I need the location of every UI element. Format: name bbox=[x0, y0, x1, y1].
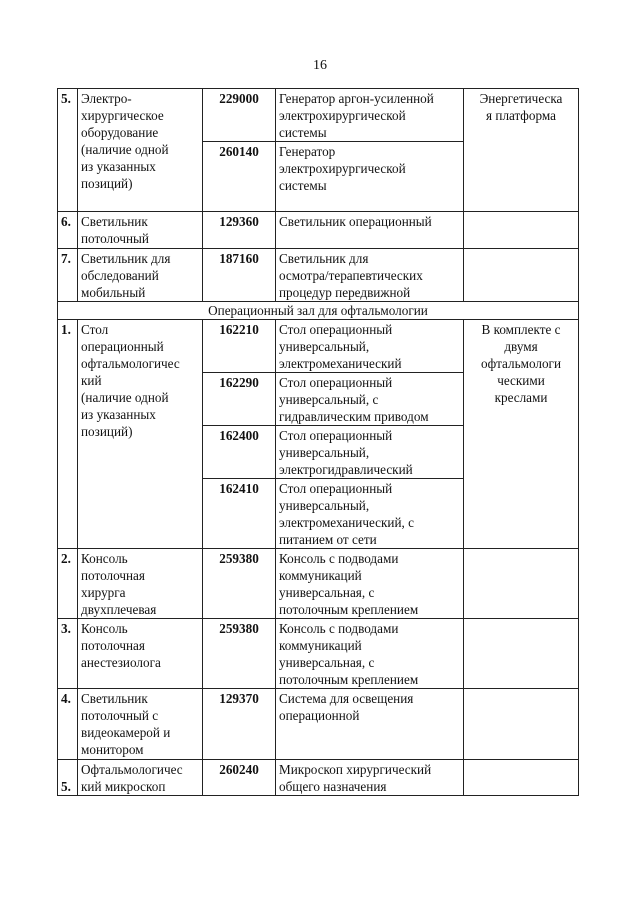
equipment-description: Система для освещения операционной bbox=[276, 689, 464, 760]
equipment-description: Микроскоп хирургический общего назначения bbox=[276, 760, 464, 796]
equipment-code: 259380 bbox=[203, 619, 276, 689]
equipment-description: Консоль с подводами коммуникаций универсальная, с потолочным креплением bbox=[276, 549, 464, 619]
equipment-description: Генератор аргон-усиленной электрохирургической системы bbox=[276, 89, 464, 142]
equipment-name: Стол операционный офтальмологичес кий (наличие одной из указанных позиций) bbox=[78, 320, 203, 549]
equipment-name: Светильник для обследований мобильный bbox=[78, 249, 203, 302]
equipment-name: Консоль потолочная анестезиолога bbox=[78, 619, 203, 689]
section-title: Операционный зал для офтальмологии bbox=[58, 302, 579, 320]
equipment-note bbox=[464, 619, 579, 689]
row-number: 1. bbox=[58, 320, 78, 549]
row-number: 3. bbox=[58, 619, 78, 689]
equipment-code: 260140 bbox=[203, 142, 276, 212]
equipment-code: 162210 bbox=[203, 320, 276, 373]
equipment-code: 260240 bbox=[203, 760, 276, 796]
equipment-code: 229000 bbox=[203, 89, 276, 142]
equipment-note bbox=[464, 249, 579, 302]
equipment-description: Консоль с подводами коммуникаций универсальная, с потолочным креплением bbox=[276, 619, 464, 689]
equipment-description: Стол операционный универсальный, электромеханический bbox=[276, 320, 464, 373]
equipment-description: Стол операционный универсальный, электромеханический, с питанием от сети bbox=[276, 479, 464, 549]
table-row bbox=[58, 249, 579, 302]
row-number: 7. bbox=[58, 249, 78, 302]
table-row bbox=[58, 689, 579, 760]
table-row bbox=[58, 212, 579, 249]
equipment-name: Электро- хирургическое оборудование (наличие одной из указанных позиций) bbox=[78, 89, 203, 212]
equipment-description: Стол операционный универсальный, электрогидравлический bbox=[276, 426, 464, 479]
equipment-name: Светильник потолочный с видеокамерой и монитором bbox=[78, 689, 203, 760]
table-row bbox=[58, 89, 579, 142]
table-row bbox=[58, 619, 579, 689]
equipment-description: Генератор электрохирургической системы bbox=[276, 142, 464, 212]
row-number: 2. bbox=[58, 549, 78, 619]
equipment-code: 129360 bbox=[203, 212, 276, 249]
equipment-note bbox=[464, 212, 579, 249]
table-row bbox=[58, 760, 579, 796]
row-number: 5. bbox=[58, 89, 78, 212]
row-number: 5. bbox=[58, 760, 78, 796]
equipment-code: 259380 bbox=[203, 549, 276, 619]
equipment-description: Стол операционный универсальный, с гидравлическим приводом bbox=[276, 373, 464, 426]
equipment-description: Светильник операционный bbox=[276, 212, 464, 249]
equipment-name: Офтальмологичес кий микроскоп bbox=[78, 760, 203, 796]
row-number: 6. bbox=[58, 212, 78, 249]
table-row bbox=[58, 320, 579, 373]
equipment-code: 162410 bbox=[203, 479, 276, 549]
equipment-name: Консоль потолочная хирурга двухплечевая bbox=[78, 549, 203, 619]
equipment-note: В комплекте с двумя офтальмологи ческими креслами bbox=[464, 320, 579, 549]
equipment-code: 162400 bbox=[203, 426, 276, 479]
equipment-description: Светильник для осмотра/терапевтических процедур передвижной bbox=[276, 249, 464, 302]
equipment-note bbox=[464, 689, 579, 760]
table-row bbox=[58, 549, 579, 619]
equipment-code: 162290 bbox=[203, 373, 276, 426]
equipment-name: Светильник потолочный bbox=[78, 212, 203, 249]
equipment-code: 129370 bbox=[203, 689, 276, 760]
equipment-code: 187160 bbox=[203, 249, 276, 302]
equipment-note bbox=[464, 760, 579, 796]
equipment-note: Энергетическа я платформа bbox=[464, 89, 579, 212]
equipment-note bbox=[464, 549, 579, 619]
row-number: 4. bbox=[58, 689, 78, 760]
equipment-table bbox=[57, 88, 579, 796]
page-number: 16 bbox=[313, 58, 327, 73]
section-row bbox=[58, 302, 579, 320]
